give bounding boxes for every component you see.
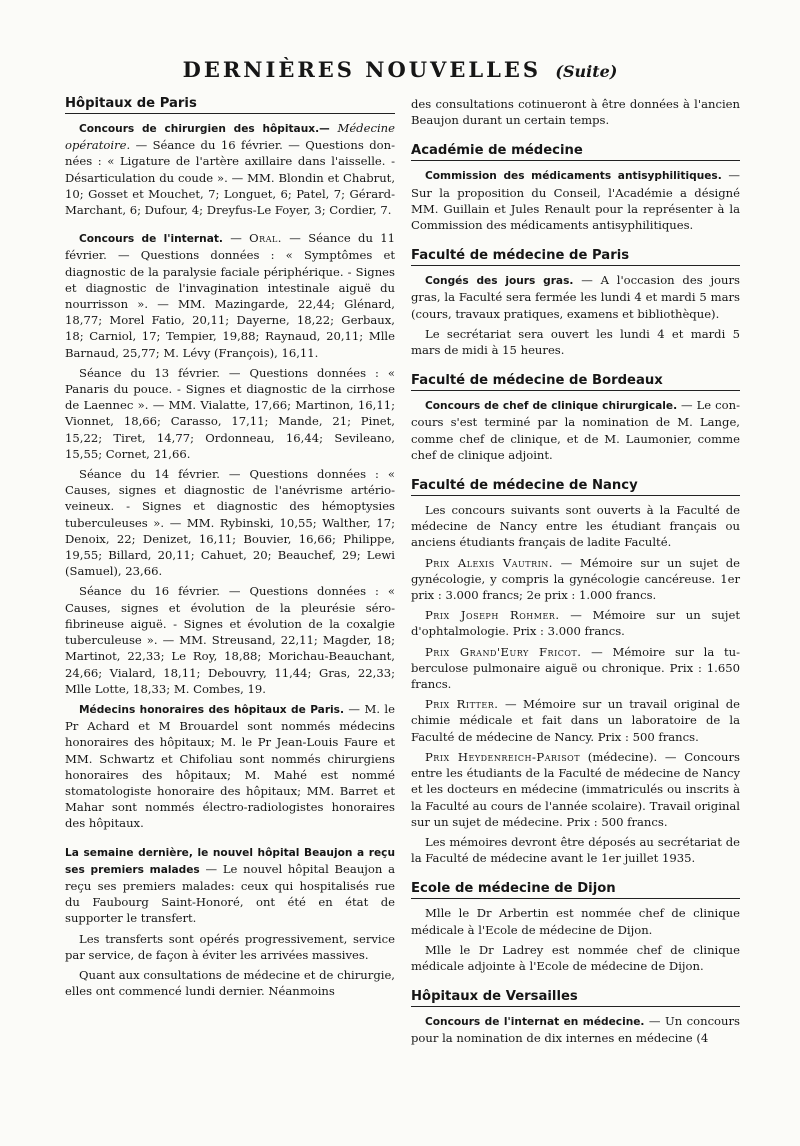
section-heading-bordeaux: Faculté de médecine de Bordeaux xyxy=(411,373,740,391)
prix-ritter-name: Prix Ritter. xyxy=(425,697,499,712)
section-heading-dijon: Ecole de médecine de Dijon xyxy=(411,881,740,899)
prix-vautrin xyxy=(411,555,740,604)
left-column xyxy=(65,96,395,1003)
section-heading-versailles: Hôpitaux de Versailles xyxy=(411,989,740,1007)
section-heading-academie: Académie de médecine xyxy=(411,143,740,161)
text-honoraires: — M. le Pr Achard et M Brouardel sont nommés médecins honoraires des hôpitaux; M. le Pr Jean-Louis Faure et MM. Schwartz et Chifoliau sont nommés chirurgiens honoraires des hôpitaux; M. Mahé est nommé stomatologiste honoraire des hôpitaux; MM. Barret et Mahar sont nommés électro-radiologistes honoraires des hôpitaux. xyxy=(65,701,395,831)
article-conges xyxy=(411,272,740,322)
page-title-text: DERNIÈRES NOUVELLES xyxy=(182,57,542,82)
internat-p1-text: — Séance du 11 février. — Questions données : « Symptômes et diagnostic de la paralysie faciale périphérique. - Signes et diagnostic de l'invagination intestinale aiguë du nourrisson ». — MM. Mazingarde, 22,44; Glénard, 18,77; Morel Fatio, 20,11; Dayerne, 18,22; Gerbaux, 18; Carniol, 17; Tempier, 19,88; Raynaud, 20,11; Mlle Barnaud, 25,77; M. Lévy (François), 16,11. xyxy=(65,231,396,360)
beaujon-p2: Les transferts sont opérés progressivement, service par service, de façon à éviter les arrivées massives. xyxy=(65,931,395,962)
section-heading-nancy: Faculté de médecine de Nancy xyxy=(411,478,740,496)
article-academie xyxy=(411,167,740,233)
prix-rohmer xyxy=(411,607,740,639)
article-chirurgien xyxy=(65,120,395,218)
lead-internat: Concours de l'internat. xyxy=(79,233,223,246)
text-chirurgien: — Séance du 16 février. — Questions données : « Ligature de l'artère axillaire dans l'aisselle. - Désarticulation du coude ». — MM. Blondin et Chabrut, 10; Gosset et Mouchet, 7; Longuet, 6; Patel, 7; Gérard-Marchant, 6; Dufour, 4; Dreyfus-Le Foyer, 3; Cordier, 7. xyxy=(65,138,395,218)
section-academie xyxy=(411,143,740,233)
text-beaujon: — Le nouvel hôpital Beaujon a reçu ses premiers malades: ceux qui hospitalisés rue du Faubourg Saint-Honoré, ont été en état de supporter le transfert. xyxy=(65,861,396,926)
section-nancy xyxy=(411,478,740,866)
prix-fricot xyxy=(411,644,740,693)
lead-chirurgien: Concours de chirurgien des hôpitaux.— xyxy=(79,123,330,135)
prix-heydenreich xyxy=(411,749,740,830)
prix-vautrin-text: — Mémoire sur un sujet de gynécologie, y compris la gynécologie cancéreuse. 1er prix : 3.000 francs; 2e prix : 1.000 francs. xyxy=(411,555,740,603)
nancy-final: Les mémoires devront être déposés au secrétariat de la Faculté de médecine avant le 1er juillet 1935. xyxy=(411,834,740,866)
internat-oral: Oral. xyxy=(249,231,282,246)
dijon-p2: Mlle le Dr Ladrey est nommée chef de clinique médicale adjointe à l'Ecole de médecine de Dijon. xyxy=(411,942,740,973)
prix-heydenreich-text: (médecine). — Concours entre les étudiants de la Faculté de médecine de Nancy et les docteurs en médecine (immatriculés ou inscrits à la Faculté au cours de l'année scolaire). Travail original sur un sujet de médecine. Prix : 500 francs. xyxy=(411,749,740,829)
internat-p4: Séance du 16 février. — Questions données : « Causes, signes et évolution de la pleurésie sérofibrineuse aiguë. - Signes et évolution de la coxalgie tuberculeuse ». — MM. Streusand, 22,11; Magder, 18; Martinot, 22,33; Le Roy, 18,88; Morichau-Beauchant, 24,66; Vialard, 18,11; Debouvry, 11,44; Gras, 22,33; Mlle Lotte, 18,33; M. Combes, 19. xyxy=(65,584,395,696)
lead-beaujon: La semaine dernière, le nouvel hôpital Beaujon a reçu ses premiers malades xyxy=(65,846,395,876)
page-title-suite: (Suite) xyxy=(555,62,618,81)
section-heading-hopitaux-paris: Hôpitaux de Paris xyxy=(65,96,395,114)
text-conges: — A l'occasion des jours gras, la Faculté sera fermée les lundi 4 et mardi 5 mars (cours, travaux pratiques, examens et bibliothèque). xyxy=(411,273,740,321)
prix-vautrin-name: Prix Alexis Vautrin. xyxy=(425,555,553,570)
text-versailles: — Un concours pour la nomination de dix internes en médecine (4 xyxy=(411,1014,740,1046)
lead-academie: Commission des médicaments antisyphilitiques. xyxy=(425,170,722,183)
prix-rohmer-text: — Mémoire sur un sujet d'ophtalmologie. Prix : 3.000 francs. xyxy=(411,608,740,639)
prix-ritter xyxy=(411,696,740,745)
prix-heydenreich-name: Prix Heydenreich-Parisot xyxy=(425,749,581,764)
prix-fricot-name: Prix Grand'Eury Fricot. xyxy=(425,644,582,659)
page-title xyxy=(0,57,800,82)
italic-medecine-operatoire: Médecine opératoire. xyxy=(65,121,395,153)
section-heading-faculte-paris: Faculté de médecine de Paris xyxy=(411,248,740,266)
article-bordeaux xyxy=(411,397,740,463)
lead-honoraires: Médecins honoraires des hôpitaux de Paris. xyxy=(79,703,345,716)
article-honoraires xyxy=(65,701,395,832)
text-academie: — Sur la proposition du Conseil, l'Académie a désigné MM. Guillain et Jules Renault pour la représenter à la Commission des médicaments antisyphilitiques. xyxy=(411,168,740,233)
nancy-intro: Les concours suivants sont ouverts à la Faculté de médecine de Nancy entre les étudiant français ou anciens étudiants français de ladite Faculté. xyxy=(411,503,740,550)
lead-conges: Congés des jours gras. xyxy=(425,275,574,288)
beaujon-p1 xyxy=(65,844,395,927)
text-bordeaux: — Le concours s'est terminé par la nomination de M. Lange, comme chef de clinique, et de M. Laumonier, comme chef de clinique adjoint. xyxy=(411,398,740,462)
internat-p3: Séance du 14 février. — Questions données : « Causes, signes et diagnostic de l'anévrisme artério-veineux. - Signes et diagnostic des hémoptysies tuberculeuses ». — MM. Rybinski, 10,55; Walther, 17; Denoix, 22; Denizet, 16,11; Bouvier, 16,66; Philippe, 19,55; Billard, 20,11; Cahuet, 20; Beauchef, 29; Lewi (Samuel), 23,66. xyxy=(65,467,395,579)
section-versailles xyxy=(411,989,740,1046)
prix-ritter-text: — Mémoire sur un travail original de chimie médicale et fait dans un laboratoire de la Faculté de médecine de Nancy. Prix : 500 francs. xyxy=(411,697,741,744)
dijon-p1: Mlle le Dr Arbertin est nommée chef de clinique médicale à l'Ecole de médecine de Dijon. xyxy=(411,906,740,937)
internat-dash: — xyxy=(222,231,250,246)
internat-p1 xyxy=(65,230,395,361)
article-internat xyxy=(65,230,395,697)
beaujon-continued: des consultations cotinueront à être données à l'ancien Beaujon durant un certain temps. xyxy=(411,97,740,128)
beaujon-p3: Quant aux consultations de médecine et de chirurgie, elles ont commencé lundi dernier. Néanmoins xyxy=(65,967,395,999)
prix-fricot-text: — Mémoire sur la tuberculose pulmonaire aiguë ou chronique. Prix : 1.650 francs. xyxy=(411,644,740,692)
prix-rohmer-name: Prix Joseph Rohmer. xyxy=(425,608,560,623)
internat-p2: Séance du 13 février. — Questions données : « Panaris du pouce. - Signes et diagnostic de la cirrhose de Laennec ». — MM. Vialatte, 17,66; Martinon, 16,11; Vionnet, 18,66; Carasso, 17,11; Mande, 21; Pinet, 15,22; Tiret, 14,77; Ordonneau, 16,44; Sevileano, 15,55; Cornet, 21,66. xyxy=(65,365,395,461)
text-secretariat: Le secrétariat sera ouvert les lundi 4 et mardi 5 mars de midi à 15 heures. xyxy=(411,326,740,358)
article-versailles xyxy=(411,1013,740,1046)
section-bordeaux xyxy=(411,373,740,463)
section-faculte-paris xyxy=(411,248,740,358)
right-column xyxy=(411,96,740,1051)
lead-versailles: Concours de l'internat en médecine. xyxy=(425,1016,645,1029)
article-beaujon xyxy=(65,844,395,1000)
section-dijon xyxy=(411,881,740,974)
lead-bordeaux: Concours de chef de clinique chirurgicale. xyxy=(425,400,678,413)
